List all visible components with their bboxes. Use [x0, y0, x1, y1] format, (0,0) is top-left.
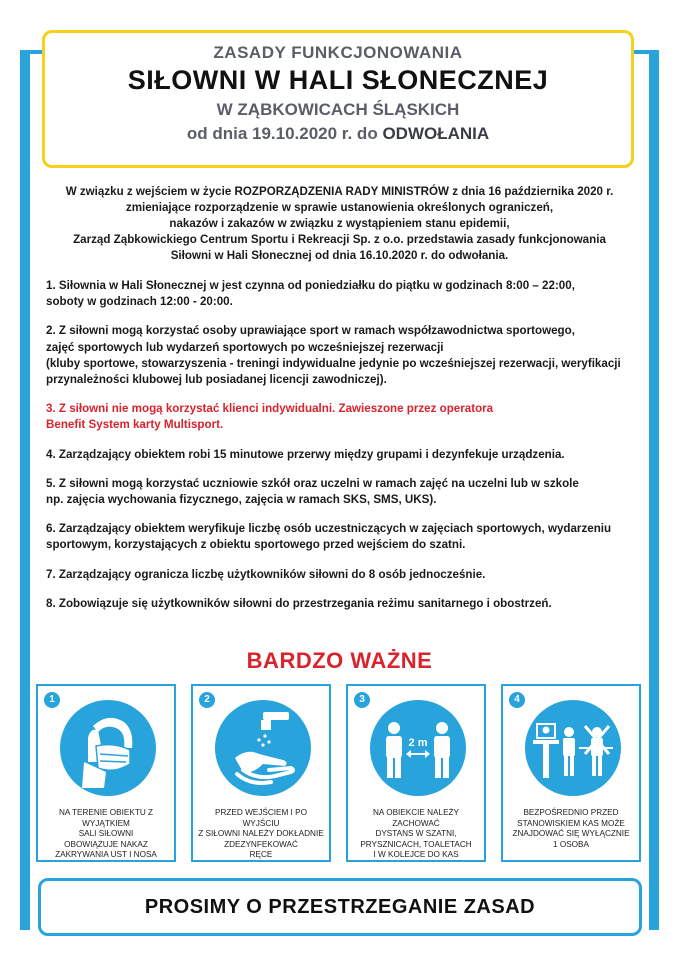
pictogram-card-2: [191, 684, 331, 862]
intro-line: Zarząd Ząbkowickiego Centrum Sportu i Rekreacji Sp. z o.o. przedstawia zasady funkcjonowania: [73, 233, 606, 246]
title-main: SIŁOWNI W HALI SŁONECZNEJ: [127, 65, 549, 95]
rule-line: 5. Z siłowni mogą korzystać uczniowie szkół oraz uczelni w ramach zajęć na uczelni lub w szkole: [46, 476, 579, 490]
rule-3: [46, 401, 636, 433]
card-caption: [42, 808, 170, 861]
intro-line: Siłowni w Hali Słonecznej od dnia 16.10.2020 r. do odwołania.: [170, 249, 509, 262]
card-number-badge: 4: [509, 692, 525, 708]
rule-line: soboty w godzinach 12:00 - 20:00.: [46, 295, 233, 309]
caption-line: STANOWISKIEM KAS MOŻE: [517, 818, 625, 828]
rule-7: [46, 567, 636, 583]
face-mask-icon: [58, 698, 158, 798]
rule-line: 2. Z siłowni mogą korzystać osoby uprawiające sport w ramach współzawodnictwa sportowego,: [46, 324, 575, 338]
rule-5: [46, 476, 636, 508]
rules-list: [46, 278, 636, 625]
footer-banner: PROSIMY O PRZESTRZEGANIE ZASAD: [38, 878, 642, 936]
frame-right-border: [649, 50, 659, 930]
rule-8: [46, 596, 636, 612]
cashier-one-person-icon: [523, 698, 623, 798]
caption-line: Z SIŁOWNI NALEŻY DOKŁADNIE: [198, 829, 324, 838]
caption-line: BEZPOŚREDNIO PRZED: [523, 808, 619, 817]
title-date-end: ODWOŁANIA: [382, 124, 490, 143]
caption-line: DYSTANS W SZATNI,: [375, 829, 457, 838]
rule-4: [46, 447, 636, 463]
rule-6: [46, 521, 636, 553]
card-caption: [197, 808, 325, 861]
title-location: W ZĄBKOWICACH ŚLĄSKICH: [216, 100, 460, 119]
title-date: [45, 124, 631, 144]
caption-line: SALI SIŁOWNI: [78, 829, 134, 838]
pictogram-row: [36, 684, 643, 864]
rule-line: 7. Zarządzający ogranicza liczbę użytkowników siłowni do 8 osób jednocześnie.: [46, 567, 486, 581]
caption-line: ZDEZYNFEKOWAĆ: [224, 839, 298, 849]
rule-line: np. zajęcia wychowania fizycznego, zajęcia w ramach SKS, SMS, UKS).: [46, 493, 437, 507]
caption-line: ZAKRYWANIA UST I NOSA: [55, 850, 157, 859]
card-number-badge: 3: [354, 692, 370, 708]
rule-line: 6. Zarządzający obiektem weryfikuje liczbę osób uczestniczących w zajęciach sportowych, wydarzeniu: [46, 522, 612, 536]
caption-line: I W KOLEJCE DO KAS: [373, 850, 459, 859]
caption-line: PRZED WEJŚCIEM I PO WYJŚCIU: [215, 808, 307, 828]
intro-line: zmieniające rozporządzenie w sprawie ustanowienia określonych ograniczeń,: [125, 201, 554, 214]
title-line-1: ZASADY FUNKCJONOWANIA: [213, 43, 463, 62]
caption-line: ZNAJDOWAĆ SIĘ WYŁĄCZNIE: [512, 829, 630, 838]
rule-line: Benefit System karty Multisport.: [46, 418, 224, 432]
rule-line: 1. Siłownia w Hali Słonecznej w jest czynna od poniedziałku do piątku w godzinach 8:00 – 22:00,: [46, 279, 575, 292]
title-date-text: od dnia 19.10.2020 r. do: [186, 124, 383, 143]
rule-line: sportowym, korzystających z obiektu sportowego przed wejściem do szatni.: [46, 538, 466, 552]
rule-line: 8. Zobowiązuje się użytkowników siłowni do przestrzegania reżimu sanitarnego i obostrzeń.: [46, 596, 552, 610]
frame-left-border: [20, 50, 30, 930]
card-number-badge: 1: [44, 692, 60, 708]
rule-line: zajęć sportowych lub wydarzeń sportowych po wcześniejszej rezerwacji: [46, 340, 444, 354]
rule-1: [46, 278, 636, 310]
pictogram-card-4: [501, 684, 641, 862]
hand-wash-icon: [213, 698, 313, 798]
caption-line: OBOWIĄZUJE NAKAZ: [64, 839, 148, 849]
intro-line: W związku z wejściem w życie ROZPORZĄDZENIA RADY MINISTRÓW z dnia 16 października 2020 r.: [65, 185, 614, 198]
card-caption: [507, 808, 635, 850]
rule-line: przynależności klubowej lub posiadanej licencji zawodniczej).: [46, 373, 387, 387]
distance-label: 2 m: [408, 737, 428, 749]
rule-2: [46, 323, 636, 388]
distance-2m-icon: [368, 698, 468, 798]
caption-line: NA OBIEKCIE NALEŻY ZACHOWAĆ: [373, 808, 459, 828]
card-caption: [352, 808, 480, 861]
caption-line: 1 OSOBA: [553, 839, 589, 849]
intro-paragraph: [50, 184, 629, 264]
title-box: [42, 30, 634, 168]
pictogram-card-1: [36, 684, 176, 862]
card-number-badge: 2: [199, 692, 215, 708]
caption-line: NA TERENIE OBIEKTU Z WYJĄTKIEM: [58, 808, 154, 828]
rule-line: 4. Zarządzający obiektem robi 15 minutowe przerwy między grupami i dezynfekuje urządzenia.: [46, 447, 565, 461]
caption-line: RĘCE: [249, 850, 273, 859]
rule-line: 3. Z siłowni nie mogą korzystać klienci indywidualni. Zawieszone przez operatora: [46, 402, 494, 416]
pictogram-card-3: [346, 684, 486, 862]
intro-line: nakazów i zakazów w związku z wystąpieniem stanu epidemii,: [169, 217, 510, 230]
rule-line: (kluby sportowe, stowarzyszenia - treningi indywidualne jedynie po wcześniejszej rezerwacji, weryfikacji: [46, 356, 621, 370]
important-heading: BARDZO WAŻNE: [246, 648, 433, 673]
caption-line: PRYSZNICACH, TOALETACH: [360, 839, 472, 849]
